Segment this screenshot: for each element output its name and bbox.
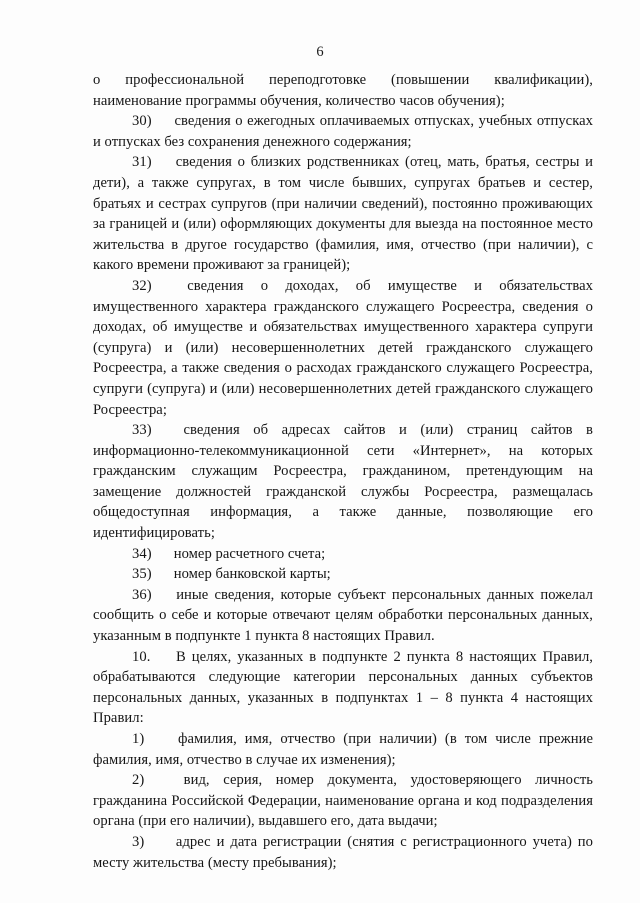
paragraph-item-32	[93, 276, 593, 420]
paragraph-item-35	[93, 564, 593, 585]
paragraph-text: В целях, указанных в подпункте 2 пункта 8 настоящих Правил, обрабатываются следующие категории персональных данных субъектов персональных данных, указанных в подпунктах 1 – 8 пункта 4 настоящих Правил:	[93, 648, 593, 727]
item-number: 30)	[132, 113, 152, 130]
item-number: 32)	[132, 277, 152, 294]
paragraph-item-33	[93, 420, 593, 544]
paragraph-subitem-2	[93, 770, 593, 832]
paragraph-text: о профессиональной переподготовке (повышении квалификации), наименование программы обучения, количество часов обучения);	[93, 72, 593, 109]
clause-number: 10.	[132, 648, 151, 665]
paragraph-text: иные сведения, которые субъект персональных данных пожелал сообщить о себе и которые отвечают целям обработки персональных данных, указанным в подпункте 1 пункта 8 настоящих Правил.	[93, 586, 593, 645]
paragraph-item-30	[93, 111, 593, 152]
paragraph-item-34	[93, 544, 593, 565]
item-number: 33)	[132, 422, 152, 439]
paragraph-item-31	[93, 152, 593, 276]
item-number: 34)	[132, 545, 152, 562]
item-number: 1)	[132, 731, 145, 747]
item-number: 2)	[132, 772, 145, 789]
item-number: 3)	[132, 833, 145, 850]
paragraph-text: вид, серия, номер документа, удостоверяющего личность гражданина Российской Федерации, наименование органа и код подразделения органа (при его наличии), выдавшего его, дата выдачи;	[93, 772, 593, 830]
paragraph-text: номер расчетного счета;	[173, 545, 326, 562]
paragraph-item-36	[93, 585, 593, 647]
item-number: 35)	[132, 566, 152, 583]
item-number: 31)	[132, 154, 152, 171]
page-number: 6	[316, 44, 324, 60]
paragraph-text: номер банковской карты;	[173, 566, 331, 583]
paragraph-text: адрес и дата регистрации (снятия с регистрационного учета) по месту жительства (месту пребывания);	[93, 833, 593, 871]
paragraph-text: сведения о доходах, об имуществе и обязательствах имущественного характера гражданского служащего Росреестра, сведения о доходах, об имуществе и обязательствах имущественного характера супруги (супруга) и (или) несовершеннолетних детей гражданского служащего Росреестра, а также сведения о расходах гражданского служащего Росреестра, супруги (супруга) и (или) несовершеннолетних детей гражданского служащего Росреестра;	[93, 277, 593, 418]
paragraph-clause-10	[93, 647, 593, 729]
document-body	[93, 70, 593, 873]
paragraph-text: фамилия, имя, отчество (при наличии) (в том числе прежние фамилия, имя, отчество в случае их изменения);	[93, 731, 593, 768]
paragraph-subitem-1	[93, 729, 593, 770]
paragraph-text: сведения о ежегодных оплачиваемых отпусках, учебных отпусках и отпусках без сохранения денежного содержания;	[93, 113, 593, 150]
paragraph-text: сведения об адресах сайтов и (или) страниц сайтов в информационно-телекоммуникационной сети «Интернет», на которых гражданским служащим Росреестра, гражданином, претендующим на замещение должностей гражданской службы Росреестра, размещалась общедоступная информация, а также данные, позволяющие его идентифицировать;	[93, 422, 593, 542]
paragraph-subitem-3	[93, 832, 593, 873]
paragraph-text: сведения о близких родственниках (отец, мать, братья, сестры и дети), а также супругах, в том числе бывших, супругах братьев и сестер, братьях и сестрах супругов (при наличии сведений), постоянно проживающих за границей и (или) оформляющих документы для выезда на постоянное место жительства в другое государство (фамилия, имя, отчество (при наличии), с какого времени проживают за границей);	[93, 154, 593, 274]
item-number: 36)	[132, 586, 152, 603]
paragraph-continued	[93, 70, 593, 111]
